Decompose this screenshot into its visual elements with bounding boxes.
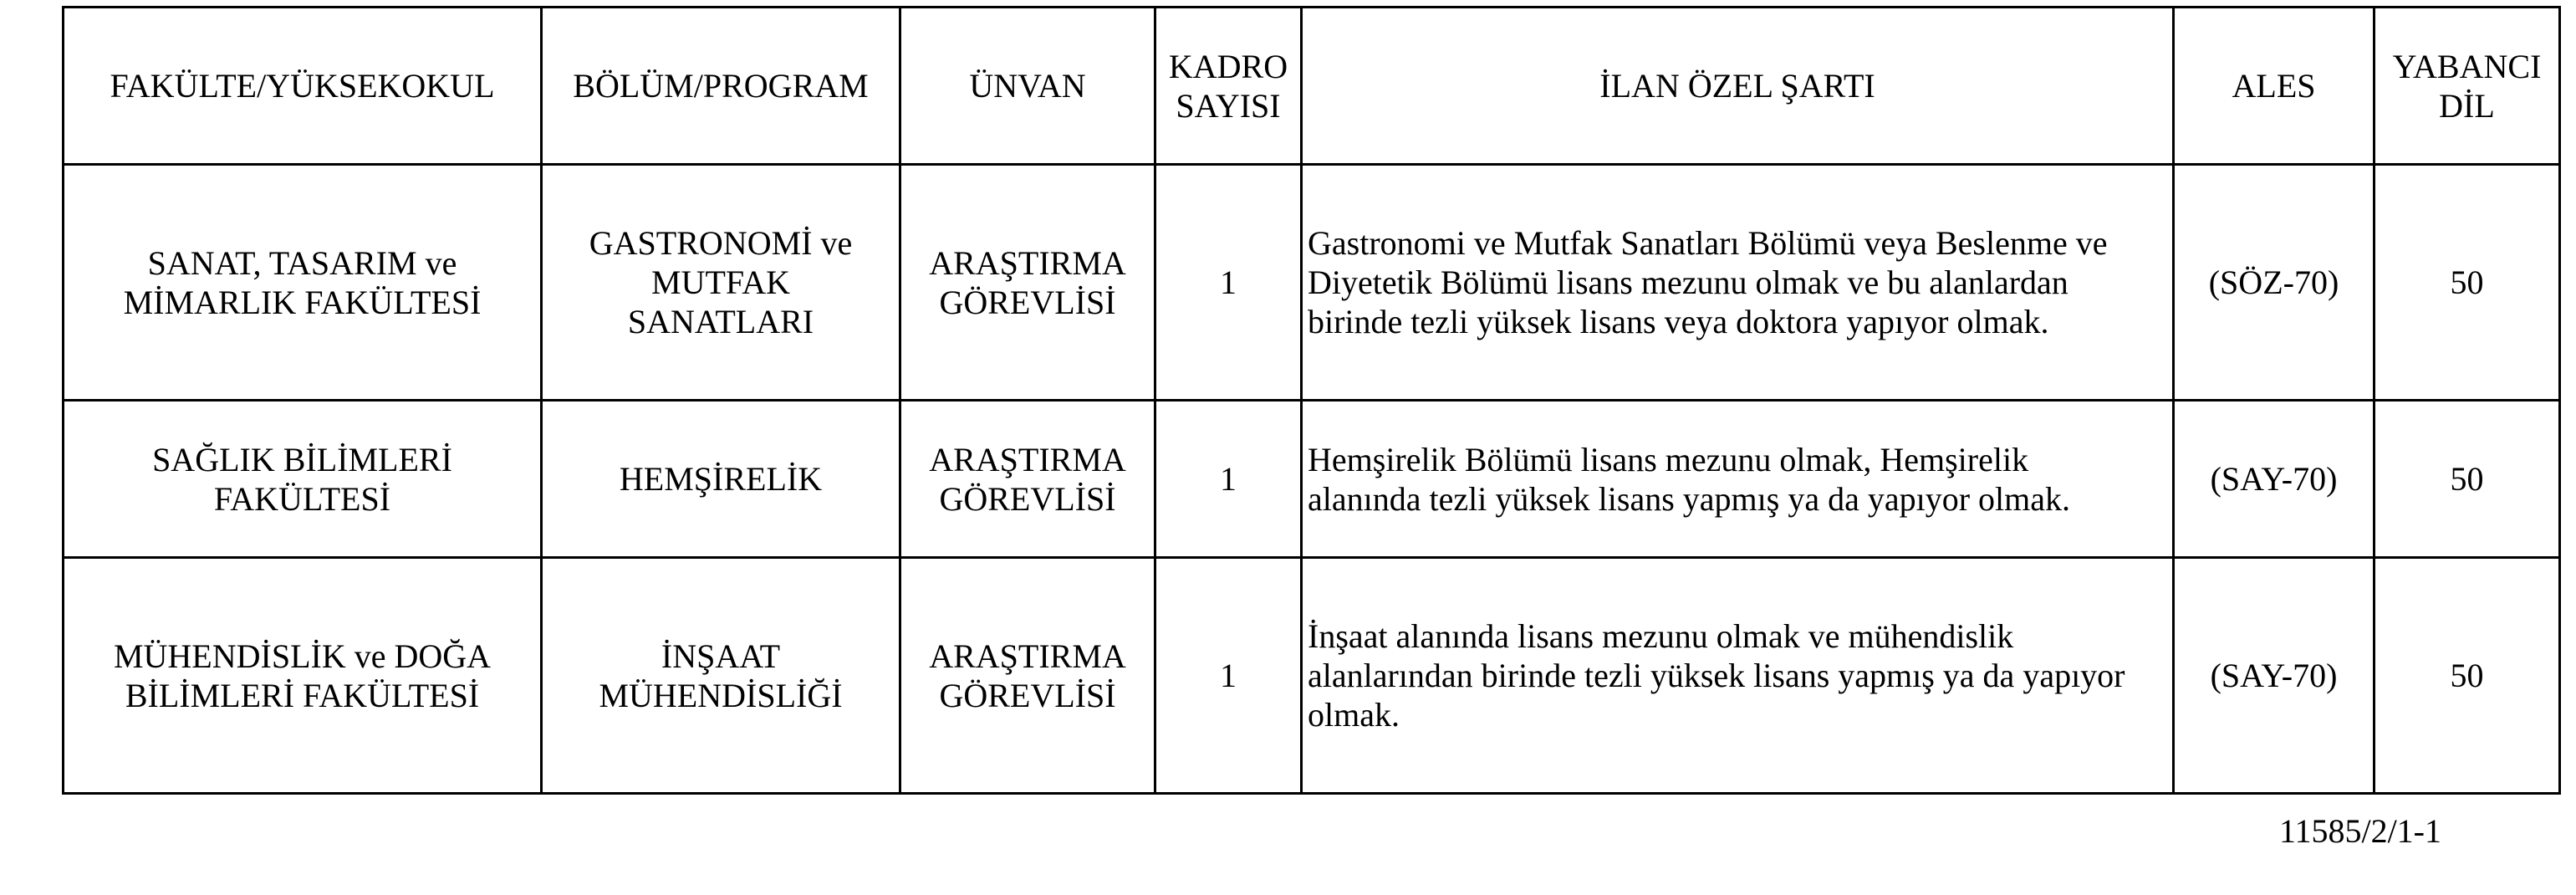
header-requirement: İLAN ÖZEL ŞARTI [1302,8,2174,165]
faculty-line: SAĞLIK BİLİMLERİ [152,440,452,478]
requirement-line: alanında tezli yüksek lisans yapmış ya da yapıyor olmak. [1308,479,2070,518]
ales-cell: (SAY-70) [2174,401,2375,558]
faculty-cell [64,165,542,401]
faculty-line: BİLİMLERİ FAKÜLTESİ [125,676,480,714]
quota-cell: 1 [1155,558,1302,794]
faculty-line: MİMARLIK FAKÜLTESİ [123,283,482,321]
table-row [64,165,2560,401]
quota-cell: 1 [1155,401,1302,558]
requirement-line: birinde tezli yüksek lisans veya doktora yapıyor olmak. [1308,303,2049,340]
program-cell [542,165,900,401]
program-line: GASTRONOMİ ve [589,224,853,262]
requirement-line: Gastronomi ve Mutfak Sanatları Bölümü veya Beslenme ve [1308,224,2108,262]
header-language-line: YABANCI [2392,47,2542,85]
title-line: ARAŞTIRMA [929,440,1126,478]
header-quota [1155,8,1302,165]
faculty-cell [64,401,542,558]
header-row [64,8,2560,165]
requirement-cell [1302,401,2174,558]
header-quota-line: SAYISI [1176,86,1281,125]
ales-cell: (SÖZ-70) [2174,165,2375,401]
faculty-line: FAKÜLTESİ [213,479,391,518]
faculty-line: MÜHENDİSLİK ve DOĞA [113,637,492,675]
table-row [64,401,2560,558]
faculty-cell [64,558,542,794]
header-ales: ALES [2174,8,2375,165]
document-number: 11585/2/1-1 [2278,812,2441,850]
program-cell [542,401,900,558]
position-listing-table [62,6,2561,795]
title-line: ARAŞTIRMA [929,637,1126,675]
header-title: ÜNVAN [900,8,1155,165]
requirement-line: Hemşirelik Bölümü lisans mezunu olmak, Hemşirelik [1308,440,2029,478]
program-line: SANATLARI [627,303,814,340]
ales-cell: (SAY-70) [2174,558,2375,794]
requirement-cell [1302,558,2174,794]
title-line: GÖREVLİSİ [939,479,1116,518]
title-line: ARAŞTIRMA [929,243,1126,282]
table-row [64,558,2560,794]
language-cell: 50 [2375,558,2560,794]
header-program: BÖLÜM/PROGRAM [542,8,900,165]
title-line: GÖREVLİSİ [939,676,1116,714]
header-quota-line: KADRO [1168,47,1288,85]
language-cell: 50 [2375,165,2560,401]
title-cell [900,401,1155,558]
header-language-line: DİL [2439,86,2495,125]
program-line: İNŞAAT [661,637,781,675]
title-cell [900,165,1155,401]
program-line: HEMŞİRELİK [619,460,823,498]
language-cell: 50 [2375,401,2560,558]
title-line: GÖREVLİSİ [939,283,1116,321]
requirement-line: İnşaat alanında lisans mezunu olmak ve mühendislik [1308,617,2014,655]
header-language [2375,8,2560,165]
requirement-line: Diyetetik Bölümü lisans mezunu olmak ve bu alanlardan [1308,263,2068,301]
faculty-line: SANAT, TASARIM ve [147,243,457,282]
quota-cell: 1 [1155,165,1302,401]
requirement-line: olmak. [1308,696,1400,734]
title-cell [900,558,1155,794]
program-line: MUTFAK [651,263,790,301]
header-faculty: FAKÜLTE/YÜKSEKOKUL [64,8,542,165]
requirement-cell [1302,165,2174,401]
requirement-line: alanlarından birinde tezli yüksek lisans yapmış ya da yapıyor [1308,657,2125,694]
program-cell [542,558,900,794]
program-line: MÜHENDİSLİĞİ [599,676,843,714]
